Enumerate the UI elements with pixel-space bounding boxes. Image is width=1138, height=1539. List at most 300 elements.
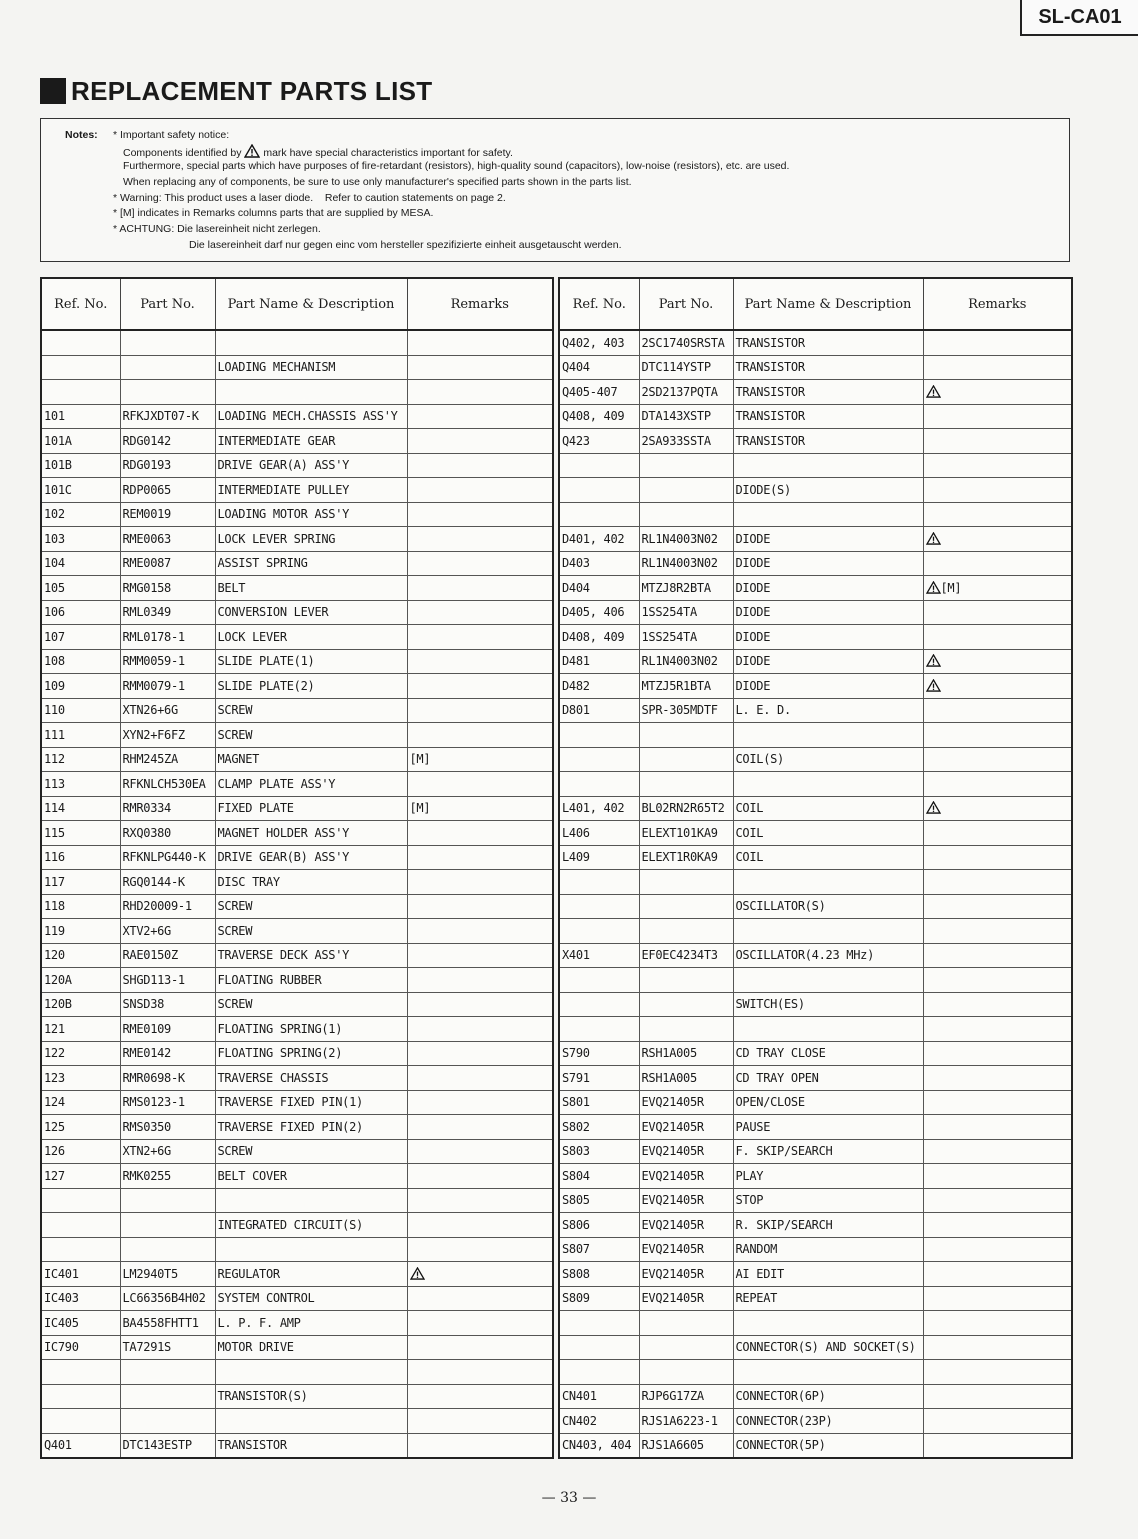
part-number-cell bbox=[639, 919, 733, 944]
part-number-cell: EVQ21405R bbox=[639, 1164, 733, 1189]
part-number-cell: LC66356B4H02 bbox=[120, 1286, 215, 1311]
remarks-cell bbox=[407, 1286, 553, 1311]
table-row bbox=[41, 968, 553, 993]
ref-cell: D401, 402 bbox=[559, 527, 639, 552]
table-row bbox=[559, 1213, 1072, 1238]
part-number-cell: 2SC1740SRSTA bbox=[639, 330, 733, 355]
description-cell: FIXED PLATE bbox=[215, 796, 407, 821]
description-cell: CONNECTOR(5P) bbox=[733, 1433, 923, 1458]
ref-cell: D801 bbox=[559, 698, 639, 723]
description-cell: STOP bbox=[733, 1188, 923, 1213]
warning-triangle-icon bbox=[926, 581, 941, 594]
remarks-cell bbox=[407, 1384, 553, 1409]
table-row bbox=[41, 723, 553, 748]
ref-cell bbox=[559, 453, 639, 478]
ref-cell: S802 bbox=[559, 1115, 639, 1140]
part-number-cell: RHM245ZA bbox=[120, 747, 215, 772]
ref-cell: IC401 bbox=[41, 1262, 120, 1287]
remarks-cell bbox=[407, 1360, 553, 1385]
page-number: — 33 — bbox=[541, 1490, 597, 1506]
ref-cell bbox=[559, 1311, 639, 1336]
part-number-cell: RL1N4003N02 bbox=[639, 551, 733, 576]
table-row bbox=[41, 576, 553, 601]
ref-cell: 118 bbox=[41, 894, 120, 919]
part-number-cell bbox=[639, 747, 733, 772]
ref-cell bbox=[559, 747, 639, 772]
table-row bbox=[41, 453, 553, 478]
ref-cell bbox=[559, 870, 639, 895]
table-row bbox=[559, 1311, 1072, 1336]
description-cell: DIODE bbox=[733, 600, 923, 625]
ref-cell: IC790 bbox=[41, 1335, 120, 1360]
ref-cell: S809 bbox=[559, 1286, 639, 1311]
part-number-cell: BL02RN2R65T2 bbox=[639, 796, 733, 821]
notes-box bbox=[40, 118, 1070, 262]
description-cell: SLIDE PLATE(1) bbox=[215, 649, 407, 674]
part-number-cell: RMR0334 bbox=[120, 796, 215, 821]
parts-table-left bbox=[40, 277, 554, 1459]
description-cell: COIL bbox=[733, 796, 923, 821]
description-cell: SCREW bbox=[215, 723, 407, 748]
description-cell bbox=[733, 723, 923, 748]
table-row bbox=[41, 1164, 553, 1189]
description-cell: DIODE bbox=[733, 527, 923, 552]
remarks-cell bbox=[923, 845, 1072, 870]
col-header-remarks: Remarks bbox=[923, 278, 1072, 330]
description-cell: MAGNET HOLDER ASS'Y bbox=[215, 821, 407, 846]
remarks-cell bbox=[923, 649, 1072, 674]
remarks-cell bbox=[407, 527, 553, 552]
table-row bbox=[559, 1384, 1072, 1409]
remarks-text: [M] bbox=[940, 580, 962, 595]
warning-triangle-icon bbox=[926, 679, 941, 692]
table-row bbox=[559, 1017, 1072, 1042]
part-number-cell: RAE0150Z bbox=[120, 943, 215, 968]
remarks-cell bbox=[407, 649, 553, 674]
part-number-cell: RML0349 bbox=[120, 600, 215, 625]
remarks-cell bbox=[407, 600, 553, 625]
table-row bbox=[559, 1041, 1072, 1066]
part-number-cell: 1SS254TA bbox=[639, 600, 733, 625]
part-number-cell: BA4558FHTT1 bbox=[120, 1311, 215, 1336]
table-row bbox=[41, 551, 553, 576]
remarks-cell bbox=[407, 1090, 553, 1115]
remarks-cell bbox=[407, 502, 553, 527]
table-row bbox=[559, 355, 1072, 380]
remarks-cell bbox=[407, 453, 553, 478]
description-cell: CONNECTOR(6P) bbox=[733, 1384, 923, 1409]
table-row bbox=[559, 943, 1072, 968]
description-cell: OPEN/CLOSE bbox=[733, 1090, 923, 1115]
ref-cell: 120B bbox=[41, 992, 120, 1017]
description-cell: SYSTEM CONTROL bbox=[215, 1286, 407, 1311]
remarks-cell bbox=[407, 551, 553, 576]
ref-cell: 117 bbox=[41, 870, 120, 895]
part-number-cell bbox=[120, 1213, 215, 1238]
description-cell: TRAVERSE FIXED PIN(1) bbox=[215, 1090, 407, 1115]
part-number-cell: XTV2+6G bbox=[120, 919, 215, 944]
table-row bbox=[559, 478, 1072, 503]
ref-cell bbox=[41, 1188, 120, 1213]
ref-cell: D404 bbox=[559, 576, 639, 601]
description-cell bbox=[733, 870, 923, 895]
ref-cell: 104 bbox=[41, 551, 120, 576]
description-cell: SCREW bbox=[215, 1139, 407, 1164]
part-number-cell: MTZJ8R2BTA bbox=[639, 576, 733, 601]
remarks-cell bbox=[407, 845, 553, 870]
table-row bbox=[559, 1262, 1072, 1287]
part-number-cell: RMR0698-K bbox=[120, 1066, 215, 1091]
ref-cell: S801 bbox=[559, 1090, 639, 1115]
part-number-cell: SNSD38 bbox=[120, 992, 215, 1017]
description-cell: CLAMP PLATE ASS'Y bbox=[215, 772, 407, 797]
remarks-cell bbox=[923, 772, 1072, 797]
table-row bbox=[41, 478, 553, 503]
description-cell: COIL(S) bbox=[733, 747, 923, 772]
part-number-cell: XYN2+F6FZ bbox=[120, 723, 215, 748]
description-cell: MOTOR DRIVE bbox=[215, 1335, 407, 1360]
remarks-cell bbox=[407, 404, 553, 429]
table-row bbox=[41, 1237, 553, 1262]
part-number-cell: RDP0065 bbox=[120, 478, 215, 503]
description-cell: R. SKIP/SEARCH bbox=[733, 1213, 923, 1238]
ref-cell: CN402 bbox=[559, 1409, 639, 1434]
description-cell: SLIDE PLATE(2) bbox=[215, 674, 407, 699]
description-cell bbox=[733, 1017, 923, 1042]
ref-cell: 101 bbox=[41, 404, 120, 429]
remarks-cell bbox=[923, 796, 1072, 821]
description-cell bbox=[215, 330, 407, 355]
description-cell: TRANSISTOR bbox=[733, 330, 923, 355]
part-number-cell: EVQ21405R bbox=[639, 1090, 733, 1115]
table-row bbox=[559, 380, 1072, 405]
remarks-cell bbox=[923, 1409, 1072, 1434]
ref-cell bbox=[559, 919, 639, 944]
description-cell: REPEAT bbox=[733, 1286, 923, 1311]
remarks-cell bbox=[923, 1213, 1072, 1238]
table-row bbox=[41, 1139, 553, 1164]
description-cell: LOCK LEVER SPRING bbox=[215, 527, 407, 552]
description-cell: DIODE bbox=[733, 576, 923, 601]
description-cell: CONNECTOR(S) AND SOCKET(S) bbox=[733, 1335, 923, 1360]
remarks-cell bbox=[923, 894, 1072, 919]
table-row bbox=[41, 1286, 553, 1311]
ref-cell: 120A bbox=[41, 968, 120, 993]
description-cell: DRIVE GEAR(A) ASS'Y bbox=[215, 453, 407, 478]
part-number-cell: TA7291S bbox=[120, 1335, 215, 1360]
remarks-cell bbox=[923, 919, 1072, 944]
ref-cell: 111 bbox=[41, 723, 120, 748]
heading-bullet-icon bbox=[40, 78, 66, 104]
remarks-cell bbox=[923, 1017, 1072, 1042]
description-cell: PLAY bbox=[733, 1164, 923, 1189]
part-number-cell: 1SS254TA bbox=[639, 625, 733, 650]
description-cell: TRANSISTOR bbox=[215, 1433, 407, 1458]
table-row bbox=[559, 453, 1072, 478]
remarks-cell bbox=[923, 747, 1072, 772]
col-header-desc: Part Name & Description bbox=[733, 278, 923, 330]
page-title-text: REPLACEMENT PARTS LIST bbox=[71, 75, 433, 106]
description-cell: OSCILLATOR(4.23 MHz) bbox=[733, 943, 923, 968]
description-cell: L. P. F. AMP bbox=[215, 1311, 407, 1336]
description-cell: COIL bbox=[733, 821, 923, 846]
table-row bbox=[559, 576, 1072, 601]
description-cell: LOADING MOTOR ASS'Y bbox=[215, 502, 407, 527]
ref-cell: CN403, 404 bbox=[559, 1433, 639, 1458]
ref-cell bbox=[41, 1237, 120, 1262]
remarks-cell bbox=[407, 1188, 553, 1213]
description-cell: TRANSISTOR bbox=[733, 355, 923, 380]
part-number-cell: RDG0142 bbox=[120, 429, 215, 454]
description-cell: SCREW bbox=[215, 698, 407, 723]
remarks-cell bbox=[407, 1335, 553, 1360]
table-row bbox=[41, 380, 553, 405]
description-cell bbox=[733, 968, 923, 993]
part-number-cell: ELEXT1R0KA9 bbox=[639, 845, 733, 870]
ref-cell bbox=[559, 1017, 639, 1042]
ref-cell: L401, 402 bbox=[559, 796, 639, 821]
remarks-cell bbox=[923, 821, 1072, 846]
part-number-cell: RME0109 bbox=[120, 1017, 215, 1042]
table-row bbox=[559, 404, 1072, 429]
part-number-cell bbox=[639, 894, 733, 919]
remarks-cell bbox=[407, 943, 553, 968]
table-row bbox=[559, 429, 1072, 454]
ref-cell bbox=[559, 1335, 639, 1360]
ref-cell: S805 bbox=[559, 1188, 639, 1213]
ref-cell: 106 bbox=[41, 600, 120, 625]
ref-cell bbox=[559, 723, 639, 748]
description-cell bbox=[215, 1188, 407, 1213]
part-number-cell: RMG0158 bbox=[120, 576, 215, 601]
note-safety-mark-suffix: mark have special characteristics important for safety. bbox=[263, 146, 513, 159]
ref-cell: 116 bbox=[41, 845, 120, 870]
part-number-cell bbox=[639, 772, 733, 797]
part-number-cell: REM0019 bbox=[120, 502, 215, 527]
table-row bbox=[41, 747, 553, 772]
description-cell: TRAVERSE CHASSIS bbox=[215, 1066, 407, 1091]
part-number-cell: MTZJ5R1BTA bbox=[639, 674, 733, 699]
table-row bbox=[41, 1384, 553, 1409]
table-row bbox=[559, 772, 1072, 797]
part-number-cell: EVQ21405R bbox=[639, 1286, 733, 1311]
part-number-cell: 2SA933SSTA bbox=[639, 429, 733, 454]
remarks-cell bbox=[407, 1041, 553, 1066]
note-mesa: * [M] indicates in Remarks columns parts that are supplied by MESA. bbox=[113, 207, 434, 220]
remarks-cell bbox=[407, 330, 553, 355]
description-cell bbox=[215, 1360, 407, 1385]
remarks-cell bbox=[923, 674, 1072, 699]
part-number-cell: EVQ21405R bbox=[639, 1115, 733, 1140]
ref-cell bbox=[41, 330, 120, 355]
part-number-cell: DTC143ESTP bbox=[120, 1433, 215, 1458]
description-cell bbox=[215, 380, 407, 405]
table-row bbox=[41, 600, 553, 625]
part-number-cell: EVQ21405R bbox=[639, 1139, 733, 1164]
part-number-cell: RL1N4003N02 bbox=[639, 649, 733, 674]
table-row bbox=[41, 1066, 553, 1091]
part-number-cell: EF0EC4234T3 bbox=[639, 943, 733, 968]
ref-cell: Q404 bbox=[559, 355, 639, 380]
description-cell: CD TRAY OPEN bbox=[733, 1066, 923, 1091]
part-number-cell bbox=[639, 968, 733, 993]
description-cell: REGULATOR bbox=[215, 1262, 407, 1287]
part-number-cell bbox=[120, 1384, 215, 1409]
table-row bbox=[41, 698, 553, 723]
part-number-cell: RMM0059-1 bbox=[120, 649, 215, 674]
remarks-cell bbox=[407, 1433, 553, 1458]
ref-cell bbox=[559, 772, 639, 797]
table-row bbox=[41, 943, 553, 968]
table-row bbox=[41, 821, 553, 846]
table-row bbox=[41, 502, 553, 527]
part-number-cell: RFKJXDT07-K bbox=[120, 404, 215, 429]
note-special-parts: Furthermore, special parts which have purposes of fire-retardant (resistors), high-quality sound (capacitors), low-noise (resistors), etc. are used. bbox=[123, 160, 790, 173]
description-cell: TRANSISTOR bbox=[733, 404, 923, 429]
col-header-part: Part No. bbox=[120, 278, 215, 330]
note-safety-mark bbox=[113, 144, 789, 160]
parts-table-right-body bbox=[559, 330, 1072, 1458]
part-number-cell: DTC114YSTP bbox=[639, 355, 733, 380]
table-row bbox=[559, 747, 1072, 772]
part-number-cell bbox=[120, 1188, 215, 1213]
table-row bbox=[41, 1041, 553, 1066]
remarks-cell bbox=[407, 919, 553, 944]
ref-cell bbox=[41, 355, 120, 380]
ref-cell: X401 bbox=[559, 943, 639, 968]
table-row bbox=[41, 1311, 553, 1336]
remarks-cell bbox=[407, 894, 553, 919]
ref-cell: 126 bbox=[41, 1139, 120, 1164]
remarks-cell bbox=[407, 1409, 553, 1434]
ref-cell: S791 bbox=[559, 1066, 639, 1091]
warning-triangle-icon bbox=[244, 144, 260, 158]
description-cell: CONNECTOR(23P) bbox=[733, 1409, 923, 1434]
ref-cell: 110 bbox=[41, 698, 120, 723]
model-number: SL-CA01 bbox=[1020, 0, 1138, 36]
parts-table-right bbox=[558, 277, 1073, 1459]
ref-cell: S807 bbox=[559, 1237, 639, 1262]
table-row bbox=[41, 1433, 553, 1458]
remarks-cell bbox=[923, 355, 1072, 380]
ref-cell: S808 bbox=[559, 1262, 639, 1287]
part-number-cell: RML0178-1 bbox=[120, 625, 215, 650]
col-header-ref: Ref. No. bbox=[41, 278, 120, 330]
ref-cell bbox=[559, 1360, 639, 1385]
table-row bbox=[41, 1335, 553, 1360]
remarks-cell bbox=[923, 1286, 1072, 1311]
remarks-cell bbox=[923, 1115, 1072, 1140]
table-row bbox=[559, 600, 1072, 625]
remarks-cell bbox=[923, 992, 1072, 1017]
ref-cell: 112 bbox=[41, 747, 120, 772]
ref-cell: 101C bbox=[41, 478, 120, 503]
part-number-cell bbox=[639, 1311, 733, 1336]
part-number-cell: EVQ21405R bbox=[639, 1237, 733, 1262]
description-cell: FLOATING RUBBER bbox=[215, 968, 407, 993]
ref-cell: CN401 bbox=[559, 1384, 639, 1409]
table-row bbox=[559, 1433, 1072, 1458]
part-number-cell: EVQ21405R bbox=[639, 1262, 733, 1287]
part-number-cell: ELEXT101KA9 bbox=[639, 821, 733, 846]
description-cell: INTEGRATED CIRCUIT(S) bbox=[215, 1213, 407, 1238]
remarks-cell bbox=[407, 576, 553, 601]
ref-cell bbox=[41, 1409, 120, 1434]
description-cell: LOADING MECHANISM bbox=[215, 355, 407, 380]
part-number-cell: RJP6G17ZA bbox=[639, 1384, 733, 1409]
table-row bbox=[41, 649, 553, 674]
remarks-cell bbox=[407, 1066, 553, 1091]
part-number-cell: 2SD2137PQTA bbox=[639, 380, 733, 405]
description-cell: FLOATING SPRING(1) bbox=[215, 1017, 407, 1042]
part-number-cell: RGQ0144-K bbox=[120, 870, 215, 895]
remarks-cell bbox=[407, 821, 553, 846]
description-cell: BELT bbox=[215, 576, 407, 601]
remarks-cell bbox=[407, 698, 553, 723]
table-row bbox=[559, 845, 1072, 870]
description-cell: RANDOM bbox=[733, 1237, 923, 1262]
part-number-cell: EVQ21405R bbox=[639, 1188, 733, 1213]
remarks-cell bbox=[923, 1139, 1072, 1164]
description-cell bbox=[733, 919, 923, 944]
part-number-cell bbox=[120, 1360, 215, 1385]
remarks-cell bbox=[923, 625, 1072, 650]
table-row bbox=[559, 1286, 1072, 1311]
description-cell: CONVERSION LEVER bbox=[215, 600, 407, 625]
table-row bbox=[41, 845, 553, 870]
remarks-cell bbox=[923, 1433, 1072, 1458]
description-cell: TRAVERSE DECK ASS'Y bbox=[215, 943, 407, 968]
ref-cell: IC405 bbox=[41, 1311, 120, 1336]
ref-cell bbox=[41, 1360, 120, 1385]
description-cell: F. SKIP/SEARCH bbox=[733, 1139, 923, 1164]
ref-cell: 113 bbox=[41, 772, 120, 797]
description-cell: SCREW bbox=[215, 992, 407, 1017]
table-row bbox=[559, 870, 1072, 895]
ref-cell: D482 bbox=[559, 674, 639, 699]
description-cell: DIODE bbox=[733, 551, 923, 576]
remarks-cell bbox=[923, 551, 1072, 576]
table-row bbox=[41, 772, 553, 797]
ref-cell: 121 bbox=[41, 1017, 120, 1042]
description-cell: FLOATING SPRING(2) bbox=[215, 1041, 407, 1066]
description-cell: DIODE(S) bbox=[733, 478, 923, 503]
part-number-cell: XTN26+6G bbox=[120, 698, 215, 723]
description-cell: DISC TRAY bbox=[215, 870, 407, 895]
notes-lines bbox=[113, 128, 789, 254]
part-number-cell: RME0142 bbox=[120, 1041, 215, 1066]
part-number-cell: RFKNLPG440-K bbox=[120, 845, 215, 870]
part-number-cell: EVQ21405R bbox=[639, 1213, 733, 1238]
table-row bbox=[41, 1262, 553, 1287]
table-row bbox=[41, 992, 553, 1017]
part-number-cell: XTN2+6G bbox=[120, 1139, 215, 1164]
remarks-cell bbox=[407, 380, 553, 405]
part-number-cell bbox=[639, 502, 733, 527]
note-replacing: When replacing any of components, be sure to use only manufacturer's specified parts shown in the parts list. bbox=[123, 176, 632, 189]
ref-cell: 109 bbox=[41, 674, 120, 699]
part-number-cell: RDG0193 bbox=[120, 453, 215, 478]
part-number-cell: RJS1A6223-1 bbox=[639, 1409, 733, 1434]
table-row bbox=[41, 894, 553, 919]
remarks-text: [M] bbox=[409, 801, 431, 816]
table-row bbox=[559, 502, 1072, 527]
part-number-cell: RMM0079-1 bbox=[120, 674, 215, 699]
remarks-cell bbox=[407, 674, 553, 699]
part-number-cell bbox=[120, 1237, 215, 1262]
remarks-cell bbox=[923, 330, 1072, 355]
ref-cell: 114 bbox=[41, 796, 120, 821]
